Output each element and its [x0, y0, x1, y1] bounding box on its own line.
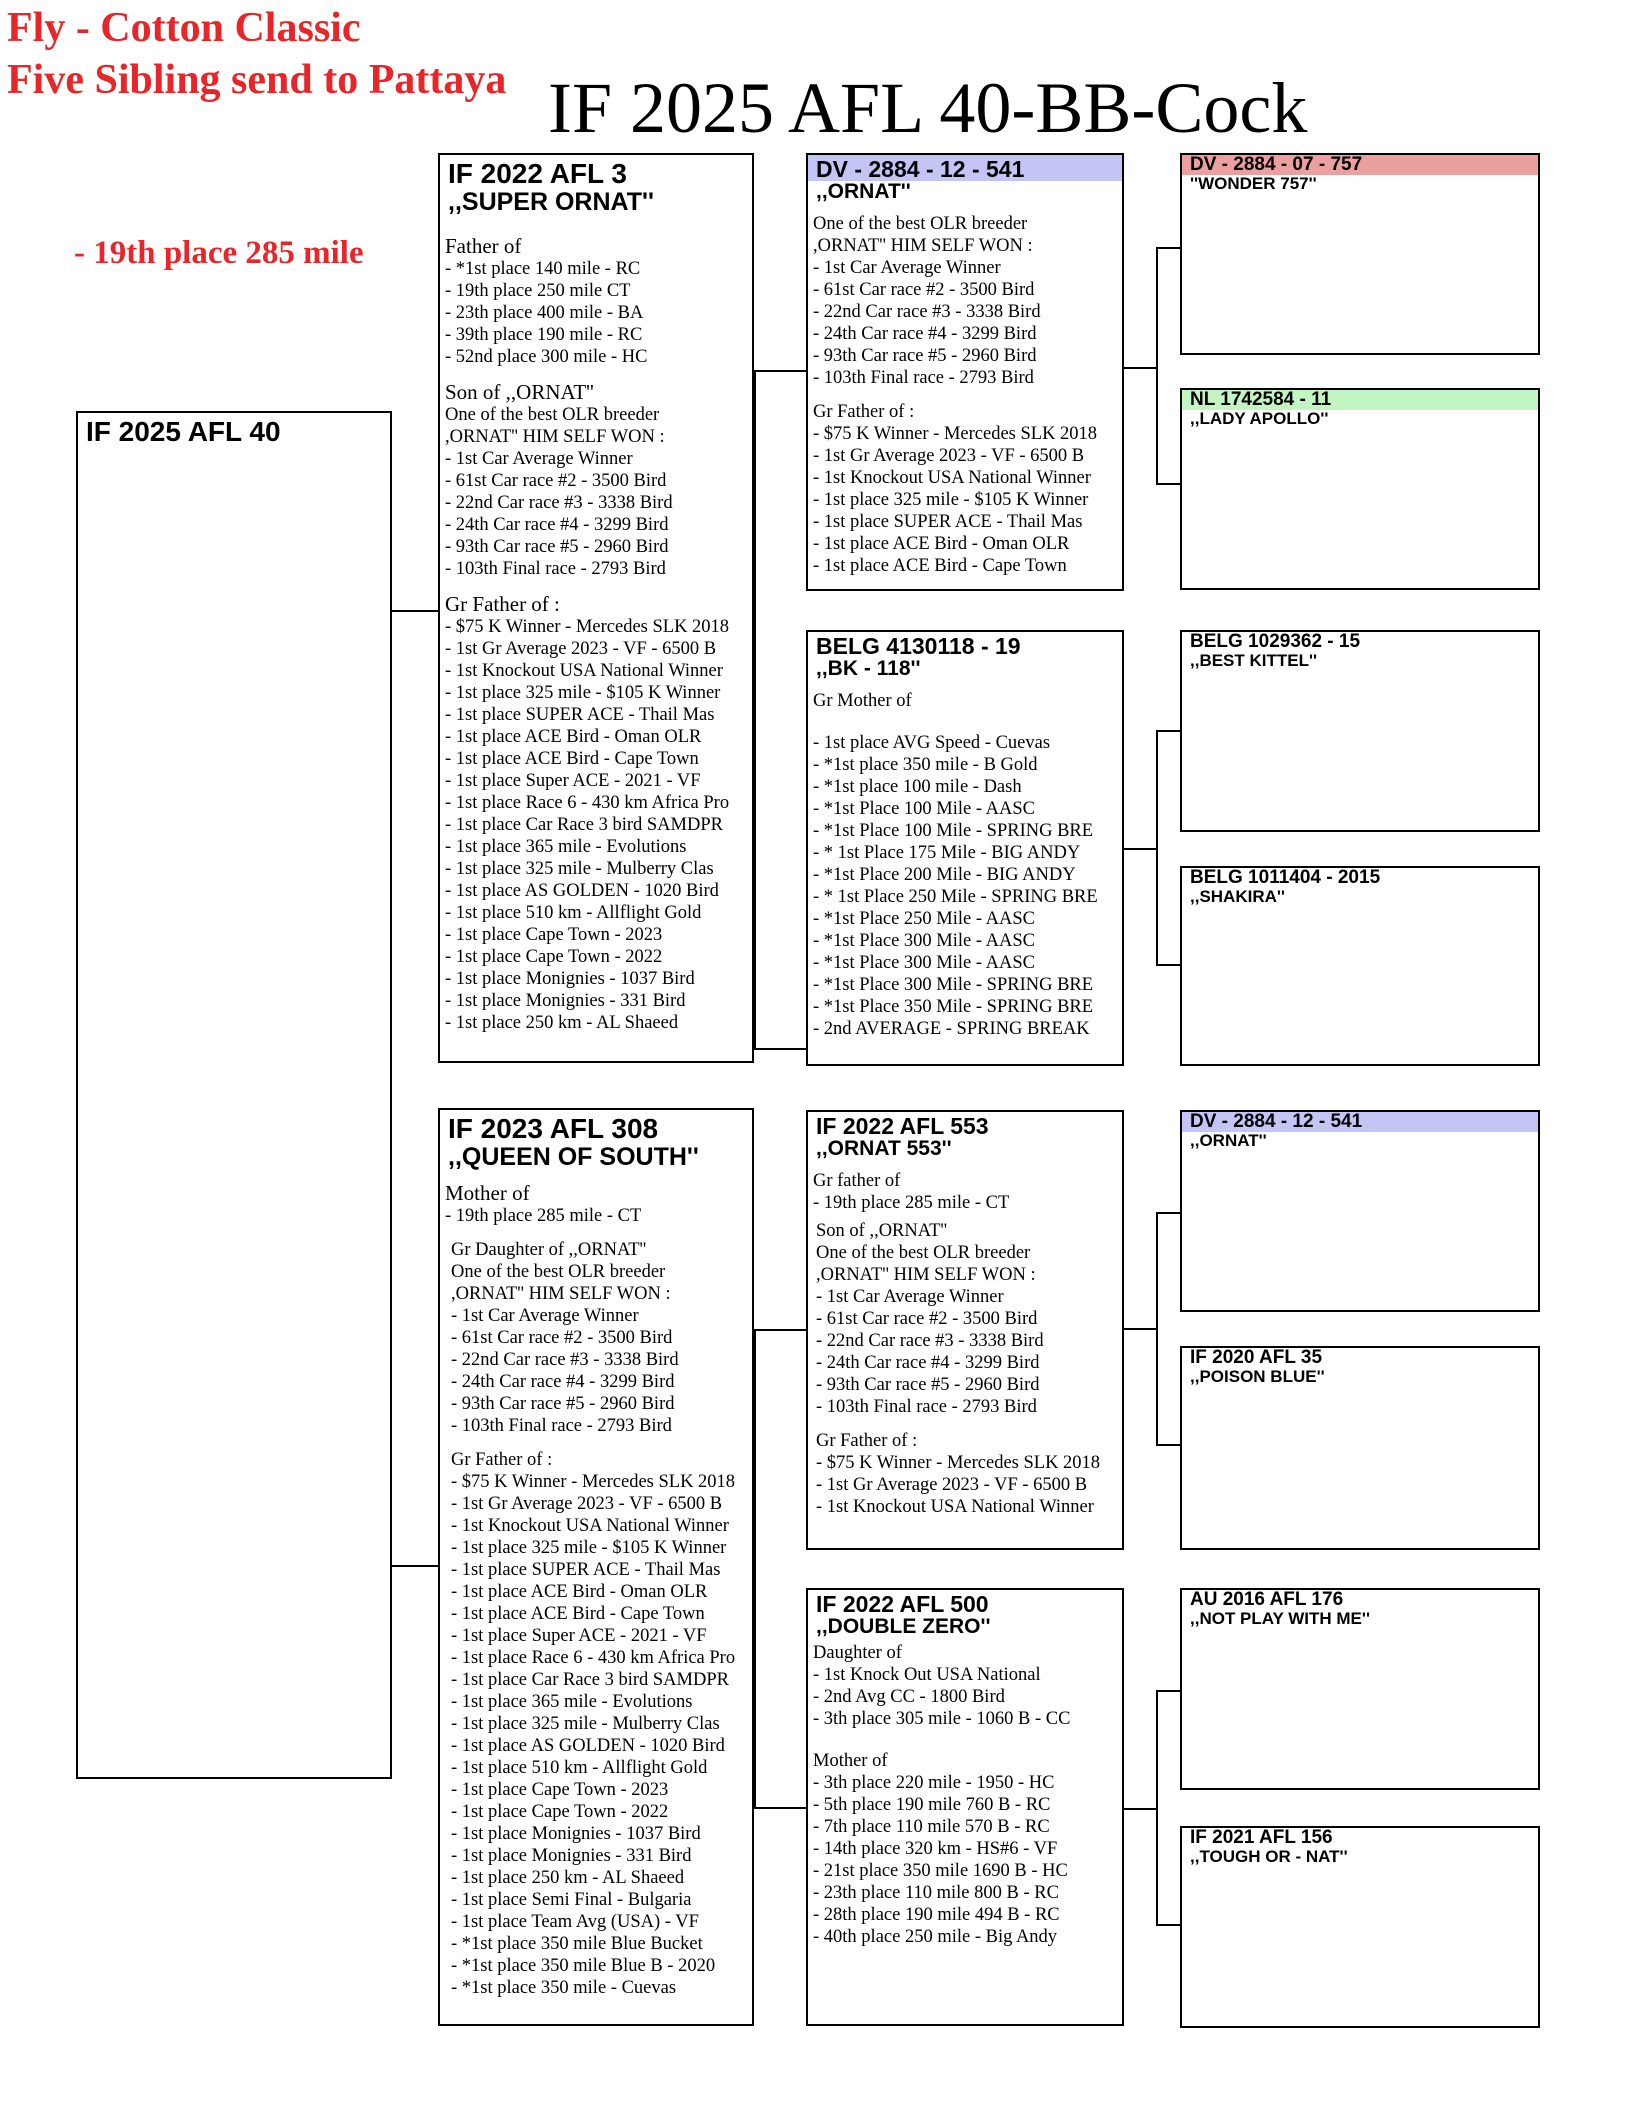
ggm-mfm-name: ,,POISON BLUE'' [1190, 1367, 1325, 1386]
list-item: - 19th place 285 mile - CT [813, 1193, 1010, 1213]
list-item: - 1st Knockout USA National Winner [451, 1516, 729, 1536]
list-item: - 1st place Semi Final - Bulgaria [451, 1890, 692, 1910]
mother-box [438, 1108, 754, 2026]
ggf-mmf-name: ,,NOT PLAY WITH ME'' [1190, 1609, 1370, 1628]
sire-mother-box [806, 630, 1124, 1066]
mother-of-heading: Mother of [813, 1751, 888, 1771]
connector-line [390, 1565, 440, 1567]
ggm-ffm-name: ,,LADY APOLLO'' [1190, 409, 1329, 428]
connector-line [1156, 1212, 1180, 1214]
list-item: - 61st Car race #2 - 3500 Bird [445, 471, 667, 491]
list-item: - *1st place 350 mile Blue B - 2020 [451, 1956, 716, 1976]
list-item: - * 1st Place 250 Mile - SPRING BRE [813, 887, 1098, 907]
gr-father-heading: Gr Father of : [813, 402, 915, 422]
ggf-fmf-id: BELG 1029362 - 15 [1190, 631, 1361, 652]
mother-id: IF 2023 AFL 308 [448, 1113, 659, 1144]
list-item: - 1st place ACE Bird - Oman OLR [445, 727, 702, 747]
list-item: - 1st Car Average Winner [816, 1287, 1004, 1307]
list-item: - 1st place Team Avg (USA) - VF [451, 1912, 699, 1932]
list-item: - 1st place Monignies - 1037 Bird [451, 1824, 701, 1844]
son-of-heading: Son of ,,ORNAT'' [445, 380, 594, 404]
list-item: - *1st Place 300 Mile - AASC [813, 931, 1035, 951]
connector-line [1156, 730, 1180, 732]
list-item: - 61st Car race #2 - 3500 Bird [813, 280, 1035, 300]
list-item: ,ORNAT'' HIM SELF WON : [816, 1265, 1036, 1285]
list-item: - 1st place Car Race 3 bird SAMDPR [451, 1670, 729, 1690]
list-item: - *1st Place 200 Mile - BIG ANDY [813, 865, 1076, 885]
list-item: - 1st place AS GOLDEN - 1020 Bird [445, 881, 719, 901]
connector-line [1124, 1808, 1158, 1810]
ggm-box-ffm [1180, 388, 1540, 590]
subject-id: IF 2025 AFL 40 [86, 416, 281, 447]
list-item: - *1st place 350 mile - B Gold [813, 755, 1038, 775]
ggm-box-mfm [1180, 1346, 1540, 1550]
list-item: - 1st Gr Average 2023 - VF - 6500 B [451, 1494, 723, 1514]
list-item: - 28th place 190 mile 494 B - RC [813, 1905, 1060, 1925]
list-item: - $75 K Winner - Mercedes SLK 2018 [445, 617, 730, 637]
list-item: - 1st place 510 km - Allflight Gold [451, 1758, 708, 1778]
list-item: - 1st place SUPER ACE - Thail Mas [445, 705, 715, 725]
ggf-box-mmf [1180, 1588, 1540, 1790]
father-name: ,,SUPER ORNAT'' [448, 188, 654, 216]
list-item: ,ORNAT'' HIM SELF WON : [451, 1284, 671, 1304]
connector-line [1124, 1328, 1158, 1330]
list-item: - 93th Car race #5 - 2960 Bird [816, 1375, 1040, 1395]
gr-father-heading: Gr father of [813, 1171, 901, 1191]
list-item: - *1st Place 250 Mile - AASC [813, 909, 1035, 929]
list-item: - * 1st Place 175 Mile - BIG ANDY [813, 843, 1081, 863]
ggm-fmm-id: BELG 1011404 - 2015 [1190, 867, 1381, 888]
list-item: - 1st place Monignies - 331 Bird [451, 1846, 692, 1866]
ggf-fff-name: ''WONDER 757'' [1190, 174, 1317, 193]
list-item: - 1st Knockout USA National Winner [445, 661, 723, 681]
list-item: - 1st place Cape Town - 2022 [445, 947, 663, 967]
connector-line [1156, 964, 1180, 966]
list-item: - *1st place 350 mile - Cuevas [451, 1978, 677, 1998]
list-item: - *1st Place 350 Mile - SPRING BRE [813, 997, 1094, 1017]
father-of-heading: Father of [445, 234, 522, 258]
list-item: - 1st place ACE Bird - Cape Town [451, 1604, 705, 1624]
list-item: - 3th place 305 mile - 1060 B - CC [813, 1709, 1071, 1729]
connector-line [1156, 1444, 1180, 1446]
ggm-mfm-id: IF 2020 AFL 35 [1190, 1347, 1323, 1368]
list-item: - 1st place 325 mile - Mulberry Clas [451, 1714, 720, 1734]
list-item: - 1st place 325 mile - $105 K Winner [451, 1538, 727, 1558]
list-item: - 40th place 250 mile - Big Andy [813, 1927, 1058, 1947]
son-of-heading: Son of ,,ORNAT'' [816, 1221, 948, 1241]
list-item: - 1st Gr Average 2023 - VF - 6500 B [816, 1475, 1088, 1495]
list-item: - 1st place Super ACE - 2021 - VF [445, 771, 701, 791]
list-item: - 1st place AVG Speed - Cuevas [813, 733, 1051, 753]
list-item: - 93th Car race #5 - 2960 Bird [451, 1394, 675, 1414]
list-item: - 61st Car race #2 - 3500 Bird [451, 1328, 673, 1348]
mother-name: ,,QUEEN OF SOUTH'' [448, 1143, 699, 1171]
dam-mother-box [806, 1588, 1124, 2026]
dam-mother-id: IF 2022 AFL 500 [816, 1591, 989, 1617]
list-item: - *1st place 100 mile - Dash [813, 777, 1022, 797]
list-item: - 23th place 110 mile 800 B - RC [813, 1883, 1059, 1903]
list-item: - 1st place Monignies - 331 Bird [445, 991, 686, 1011]
connector-line [754, 1807, 806, 1809]
connector-line [1156, 483, 1180, 485]
dam-father-name: ,,ORNAT 553'' [816, 1137, 952, 1160]
mother-of-heading: Mother of [445, 1181, 530, 1205]
gr-father-heading: Gr Father of : [816, 1431, 918, 1451]
list-item: - 103th Final race - 2793 Bird [445, 559, 666, 579]
list-item: - 1st place ACE Bird - Cape Town [813, 556, 1067, 576]
connector-line [1156, 1924, 1180, 1926]
list-item: ,ORNAT'' HIM SELF WON : [813, 236, 1033, 256]
connector-line [390, 610, 440, 612]
list-item: - $75 K Winner - Mercedes SLK 2018 [451, 1472, 736, 1492]
daughter-of-heading: Daughter of [813, 1643, 902, 1663]
list-item: - 1st place 325 mile - Mulberry Clas [445, 859, 714, 879]
list-item: - $75 K Winner - Mercedes SLK 2018 [813, 424, 1098, 444]
list-item: - 19th place 285 mile - CT [445, 1206, 642, 1226]
result-highlight: - 19th place 285 mile [74, 235, 364, 271]
ggf-mff-id: DV - 2884 - 12 - 541 [1182, 1112, 1538, 1132]
list-item: - *1st place 350 mile Blue Bucket [451, 1934, 703, 1954]
list-item: - 1st place SUPER ACE - Thail Mas [813, 512, 1083, 532]
page-title: IF 2025 AFL 40-BB-Cock [548, 68, 1308, 148]
header-note-line2: Five Sibling send to Pattaya [7, 57, 507, 103]
connector-line [754, 1048, 806, 1050]
ggf-fmf-name: ,,BEST KITTEL'' [1190, 651, 1318, 670]
ggf-box-fff [1180, 153, 1540, 355]
subject-box [76, 411, 392, 1779]
connector-line [1156, 1212, 1158, 1446]
header-note-line1: Fly - Cotton Classic [7, 5, 361, 51]
list-item: - 103th Final race - 2793 Bird [813, 368, 1034, 388]
list-item: - 93th Car race #5 - 2960 Bird [813, 346, 1037, 366]
ggf-mff-name: ,,ORNAT'' [1190, 1131, 1267, 1150]
list-item: - 1st place 365 mile - Evolutions [445, 837, 687, 857]
list-item: - 103th Final race - 2793 Bird [816, 1397, 1037, 1417]
list-item: - 52nd place 300 mile - HC [445, 347, 648, 367]
list-item: - 24th Car race #4 - 3299 Bird [813, 324, 1037, 344]
list-item: - 1st place Race 6 - 430 km Africa Pro [451, 1648, 736, 1668]
list-item: - 3th place 220 mile - 1950 - HC [813, 1773, 1055, 1793]
list-item: ,ORNAT'' HIM SELF WON : [445, 427, 665, 447]
list-item: - 1st place Monignies - 1037 Bird [445, 969, 695, 989]
list-item: - 22nd Car race #3 - 3338 Bird [451, 1350, 679, 1370]
list-item: One of the best OLR breeder [451, 1262, 666, 1282]
list-item: - *1st Place 300 Mile - SPRING BRE [813, 975, 1094, 995]
list-item: - 1st place 325 mile - $105 K Winner [813, 490, 1089, 510]
connector-line [1156, 1690, 1158, 1926]
dam-father-box [806, 1110, 1124, 1550]
list-item: - 23th place 400 mile - BA [445, 303, 644, 323]
gr-father-heading: Gr Father of : [451, 1450, 553, 1470]
list-item: - 19th place 250 mile CT [445, 281, 631, 301]
connector-line [1124, 367, 1158, 369]
father-id: IF 2022 AFL 3 [448, 158, 627, 189]
sire-father-id: DV - 2884 - 12 - 541 [808, 155, 1122, 181]
list-item: - 1st place ACE Bird - Oman OLR [813, 534, 1070, 554]
list-item: - 1st place SUPER ACE - Thail Mas [451, 1560, 721, 1580]
list-item: - *1st Place 300 Mile - AASC [813, 953, 1035, 973]
ggf-box-mff [1180, 1110, 1540, 1312]
list-item: - 1st Car Average Winner [451, 1306, 639, 1326]
connector-line [754, 1329, 806, 1331]
list-item: - 1st Gr Average 2023 - VF - 6500 B [445, 639, 717, 659]
list-item: One of the best OLR breeder [445, 405, 660, 425]
list-item: - 1st place ACE Bird - Oman OLR [451, 1582, 708, 1602]
list-item: - 1st place Cape Town - 2022 [451, 1802, 669, 1822]
father-box [438, 153, 754, 1063]
list-item: - 1st place Cape Town - 2023 [451, 1780, 669, 1800]
list-item: - 21st place 350 mile 1690 B - HC [813, 1861, 1068, 1881]
ggm-box-fmm [1180, 866, 1540, 1066]
list-item: - 1st place 325 mile - $105 K Winner [445, 683, 721, 703]
gr-mother-heading: Gr Mother of [813, 691, 912, 711]
list-item: - *1st Place 100 Mile - AASC [813, 799, 1035, 819]
list-item: - 22nd Car race #3 - 3338 Bird [445, 493, 673, 513]
connector-line [1156, 247, 1158, 485]
ggm-mmm-id: IF 2021 AFL 156 [1190, 1827, 1333, 1848]
list-item: - 1st Knockout USA National Winner [816, 1497, 1094, 1517]
ggf-fff-id: DV - 2884 - 07 - 757 [1182, 155, 1538, 175]
list-item: - 1st place Cape Town - 2023 [445, 925, 663, 945]
list-item: One of the best OLR breeder [816, 1243, 1031, 1263]
list-item: - 103th Final race - 2793 Bird [451, 1416, 672, 1436]
ggm-mmm-name: ,,TOUGH OR - NAT'' [1190, 1847, 1348, 1866]
connector-line [1156, 1690, 1180, 1692]
list-item: - 93th Car race #5 - 2960 Bird [445, 537, 669, 557]
list-item: - 1st place ACE Bird - Cape Town [445, 749, 699, 769]
list-item: - 22nd Car race #3 - 3338 Bird [813, 302, 1041, 322]
list-item: - 61st Car race #2 - 3500 Bird [816, 1309, 1038, 1329]
gr-daughter-heading: Gr Daughter of ,,ORNAT'' [451, 1240, 647, 1260]
list-item: - 24th Car race #4 - 3299 Bird [451, 1372, 675, 1392]
list-item: - 1st place 250 km - AL Shaeed [445, 1013, 679, 1033]
list-item: - 1st Gr Average 2023 - VF - 6500 B [813, 446, 1085, 466]
list-item: - 5th place 190 mile 760 B - RC [813, 1795, 1051, 1815]
list-item: - $75 K Winner - Mercedes SLK 2018 [816, 1453, 1101, 1473]
list-item: - 22nd Car race #3 - 3338 Bird [816, 1331, 1044, 1351]
sire-father-box [806, 153, 1124, 591]
list-item: - 1st place Race 6 - 430 km Africa Pro [445, 793, 730, 813]
connector-line [754, 370, 756, 1050]
list-item: - 1st Knockout USA National Winner [813, 468, 1091, 488]
list-item: - 1st place Car Race 3 bird SAMDPR [445, 815, 723, 835]
list-item: - 1st Car Average Winner [445, 449, 633, 469]
list-item: - 1st place 510 km - Allflight Gold [445, 903, 702, 923]
connector-line [1156, 247, 1180, 249]
connector-line [1124, 848, 1158, 850]
sire-mother-id: BELG 4130118 - 19 [816, 633, 1021, 659]
dam-mother-name: ,,DOUBLE ZERO'' [816, 1615, 991, 1638]
gr-father-heading: Gr Father of : [445, 592, 560, 616]
list-item: - *1st Place 100 Mile - SPRING BRE [813, 821, 1094, 841]
connector-line [754, 1329, 756, 1809]
list-item: - 2nd AVERAGE - SPRING BREAK [813, 1019, 1090, 1039]
list-item: - 1st Car Average Winner [813, 258, 1001, 278]
ggm-box-mmm [1180, 1826, 1540, 2028]
list-item: - *1st place 140 mile - RC [445, 259, 641, 279]
list-item: - 1st place 250 km - AL Shaeed [451, 1868, 685, 1888]
sire-father-name: ,,ORNAT'' [816, 180, 911, 203]
ggm-ffm-id: NL 1742584 - 11 [1182, 390, 1538, 410]
list-item: - 24th Car race #4 - 3299 Bird [816, 1353, 1040, 1373]
list-item: - 14th place 320 km - HS#6 - VF [813, 1839, 1058, 1859]
ggf-box-fmf [1180, 630, 1540, 832]
ggf-mmf-id: AU 2016 AFL 176 [1190, 1589, 1344, 1610]
list-item: - 1st Knock Out USA National [813, 1665, 1041, 1685]
list-item: - 1st place Super ACE - 2021 - VF [451, 1626, 707, 1646]
list-item: One of the best OLR breeder [813, 214, 1028, 234]
sire-mother-name: ,,BK - 118'' [816, 657, 921, 680]
list-item: - 1st place AS GOLDEN - 1020 Bird [451, 1736, 725, 1756]
list-item: - 24th Car race #4 - 3299 Bird [445, 515, 669, 535]
list-item: - 7th place 110 mile 570 B - RC [813, 1817, 1050, 1837]
list-item: - 2nd Avg CC - 1800 Bird [813, 1687, 1005, 1707]
ggm-fmm-name: ,,SHAKIRA'' [1190, 887, 1285, 906]
dam-father-id: IF 2022 AFL 553 [816, 1113, 989, 1139]
list-item: - 1st place 365 mile - Evolutions [451, 1692, 693, 1712]
connector-line [1156, 730, 1158, 966]
list-item: - 39th place 190 mile - RC [445, 325, 643, 345]
connector-line [754, 370, 806, 372]
